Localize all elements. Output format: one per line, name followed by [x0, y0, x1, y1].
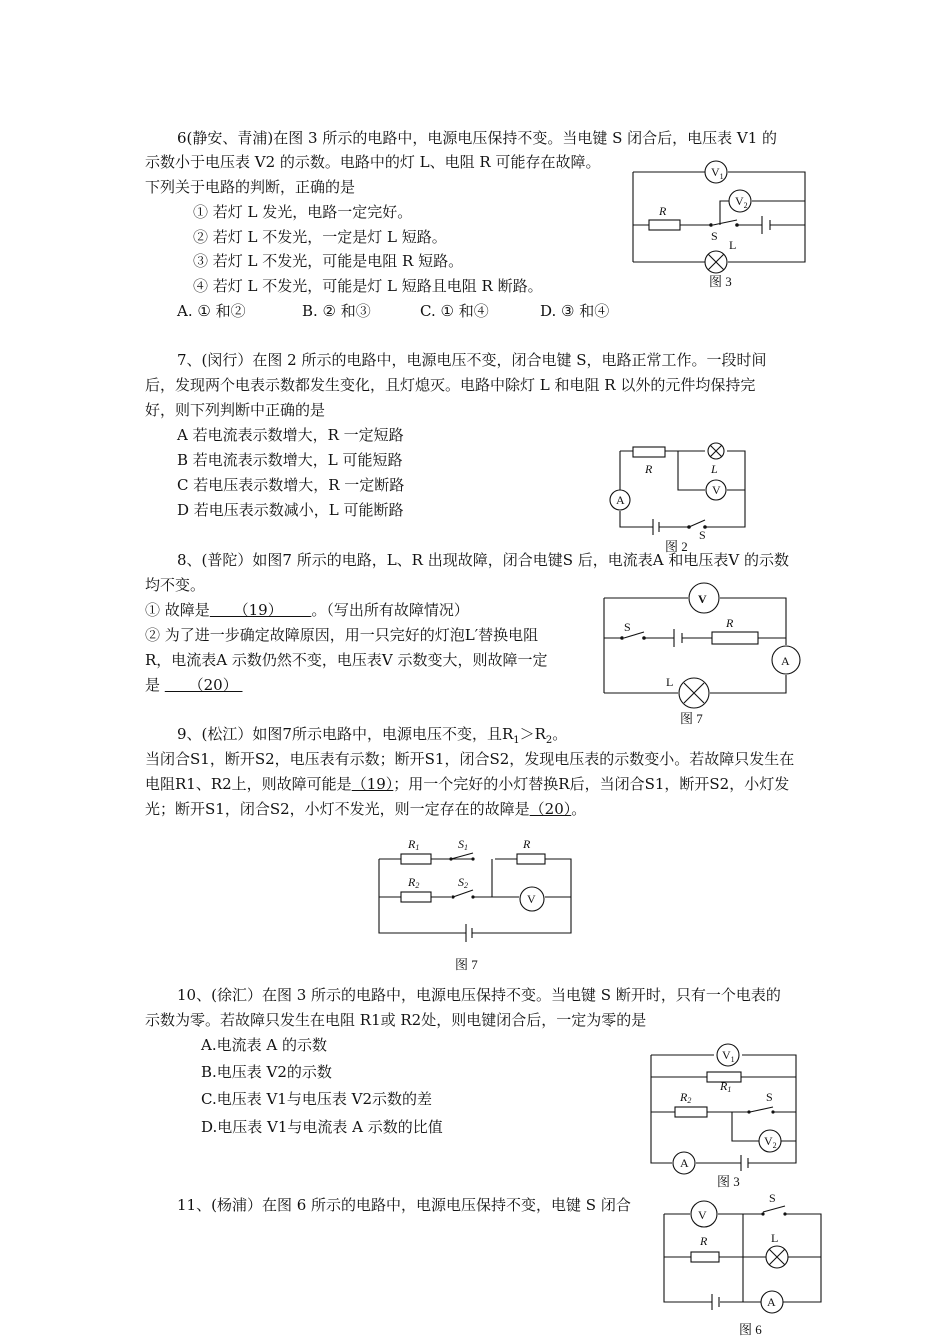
q9-v-label: V — [527, 892, 536, 906]
q11-a-label: A — [767, 1295, 776, 1309]
q8-a-label: A — [781, 654, 790, 668]
q10-r2-label: R2 — [680, 1090, 692, 1105]
q8-line2: 均不变。 — [145, 576, 206, 594]
q10-s-label: S — [766, 1090, 773, 1104]
q6-r-label: R — [659, 204, 667, 218]
q10-a-label: A — [680, 1156, 689, 1170]
q9-figure-caption: 图 7 — [455, 957, 478, 972]
q7-option-a: A 若电流表示数增大，R 一定短路 — [177, 426, 404, 444]
q9-line1: 9、(松江）如图7所示电路中，电源电压不变，且$R_1>R_2$。 — [177, 725, 568, 746]
q6-choice-c: C. ① 和④ — [420, 302, 489, 320]
q8-question-2: 是 （20） — [145, 676, 243, 694]
q9-line4: 光；断开S1，闭合S2，小灯不发光，则一定存在的故障是（20）。 — [145, 800, 587, 818]
q10-v2-label: $V_2$ — [764, 1134, 777, 1150]
q11-l-label: L — [771, 1231, 779, 1245]
q7-r-label: R — [645, 462, 653, 476]
q7-option-c: C 若电压表示数增大，R 一定断路 — [177, 476, 405, 494]
q10-r1-label: R1 — [720, 1079, 732, 1094]
q8-blank-20: （20） — [164, 676, 243, 694]
q6-option-1: ① 若灯 L 发光，电路一定完好。 — [193, 203, 413, 221]
q9-r2-label: R2 — [408, 875, 420, 890]
q8-blank-19: （19） — [209, 601, 312, 619]
q8-line4: ② 为了进一步确定故障原因，用一只完好的灯泡L′替换电阻 — [145, 626, 539, 644]
q9-line3: 电阻R1、R2上，则故障可能是（19）；用一个完好的小灯替换R后，当闭合S1，断开S2，小灯发 — [145, 775, 790, 793]
q6-s-label: S — [711, 229, 718, 243]
q6-v1-label: $V_1$ — [711, 165, 724, 181]
q7-s-label: S — [699, 528, 706, 542]
q8-s-label: S — [624, 620, 631, 634]
q8-figure-caption: 图 7 — [680, 711, 703, 726]
q11-circuit-diagram — [657, 1190, 827, 1335]
q11-figure-caption: 图 6 — [739, 1322, 762, 1337]
q7-circuit-diagram — [603, 443, 763, 553]
q7-figure-caption: 图 2 — [665, 539, 688, 554]
q9-r-label: R — [523, 837, 531, 851]
q9-s1-label: S1 — [458, 837, 468, 852]
q10-option-c: C.电压表 V1与电压表 V2示数的差 — [201, 1090, 432, 1108]
q8-question-1: ① 故障是 （19） 。（写出所有故障情况） — [145, 601, 469, 619]
q9-blank-20: （20） — [529, 800, 572, 818]
q6-choice-b: B. ② 和③ — [302, 302, 371, 320]
q10-option-b: B.电压表 V2的示数 — [201, 1063, 332, 1081]
q11-line1: 11、(杨浦）在图 6 所示的电路中，电源电压保持不变，电键 S 闭合 — [177, 1196, 631, 1214]
q6-l-label: L — [729, 238, 737, 252]
q8-v-label: V — [698, 592, 707, 606]
q6-option-3: ③ 若灯 L 不发光，可能是电阻 R 短路。 — [193, 252, 464, 270]
q8-l-label: L — [666, 675, 674, 689]
q9-r1-label: R1 — [408, 837, 420, 852]
q7-line2: 后，发现两个电表示数都发生变化，且灯熄灭。电路中除灯 L 和电阻 R 以外的元件均保持完 — [145, 376, 756, 394]
q6-choice-d: D. ③ 和④ — [540, 302, 610, 320]
q11-r-label: R — [700, 1234, 708, 1248]
q8-circuit-diagram — [600, 583, 810, 726]
q7-v-label: V — [712, 483, 721, 497]
q10-v1-label: $V_1$ — [722, 1048, 735, 1064]
q6-option-2: ② 若灯 L 不发光，一定是灯 L 短路。 — [193, 228, 447, 246]
q6-figure-caption: 图 3 — [709, 274, 732, 289]
q7-line1: 7、(闵行）在图 2 所示的电路中，电源电压不变，闭合电键 S，电路正常工作。一段时间 — [177, 351, 767, 369]
q6-line3: 下列关于电路的判断，正确的是 — [145, 178, 356, 196]
q8-r-label: R — [726, 616, 734, 630]
q8-line1: 8、(普陀）如图7 所示的电路，L、R 出现故障，闭合电键S 后，电流表A 和电压表V 的示数 — [177, 551, 789, 569]
q7-line3: 好，则下列判断中正确的是 — [145, 401, 326, 419]
q6-option-4: ④ 若灯 L 不发光，可能是灯 L 短路且电阻 R 断路。 — [193, 277, 543, 295]
q10-line2: 示数为零。若故障只发生在电阻 R1或 R2处，则电键闭合后，一定为零的是 — [145, 1011, 647, 1029]
q6-line2: 示数小于电压表 V2 的示数。电路中的灯 L、电阻 R 可能存在故障。 — [145, 153, 601, 171]
q6-choice-a: A. ① 和② — [177, 302, 246, 320]
q6-circuit-diagram — [625, 158, 815, 288]
q10-option-a: A.电流表 A 的示数 — [201, 1036, 327, 1054]
q10-figure-caption: 图 3 — [717, 1174, 740, 1189]
q6-line1: 6(静安、青浦)在图 3 所示的电路中，电源电压保持不变。当电键 S 闭合后，电压表 V1 的 — [177, 129, 778, 147]
q6-v2-label: $V_2$ — [735, 194, 748, 210]
q11-s-label: S — [769, 1191, 776, 1205]
q9-line2: 当闭合S1，断开S2，电压表有示数；断开S1，闭合S2，发现电压表的示数变小。若故障只发生在 — [145, 750, 795, 768]
q8-line5: R，电流表A 示数仍然不变，电压表V 示数变大，则故障一定 — [145, 651, 548, 669]
q9-blank-19: （19） — [351, 775, 394, 793]
q10-circuit-diagram — [647, 1045, 807, 1189]
q7-option-b: B 若电流表示数增大，L 可能短路 — [177, 451, 403, 469]
q9-s2-label: S2 — [458, 875, 468, 890]
q9-circuit-diagram — [373, 833, 583, 973]
q10-option-d: D.电压表 V1与电流表 A 示数的比值 — [201, 1118, 443, 1136]
q10-line1: 10、(徐汇）在图 3 所示的电路中，电源电压保持不变。当电键 S 断开时，只有一个电表的 — [177, 986, 781, 1004]
q7-option-d: D 若电压表示数减小，L 可能断路 — [177, 501, 404, 519]
q11-v-label: V — [698, 1208, 707, 1222]
q7-a-label: A — [616, 493, 625, 507]
q7-l-label: L — [711, 462, 718, 476]
